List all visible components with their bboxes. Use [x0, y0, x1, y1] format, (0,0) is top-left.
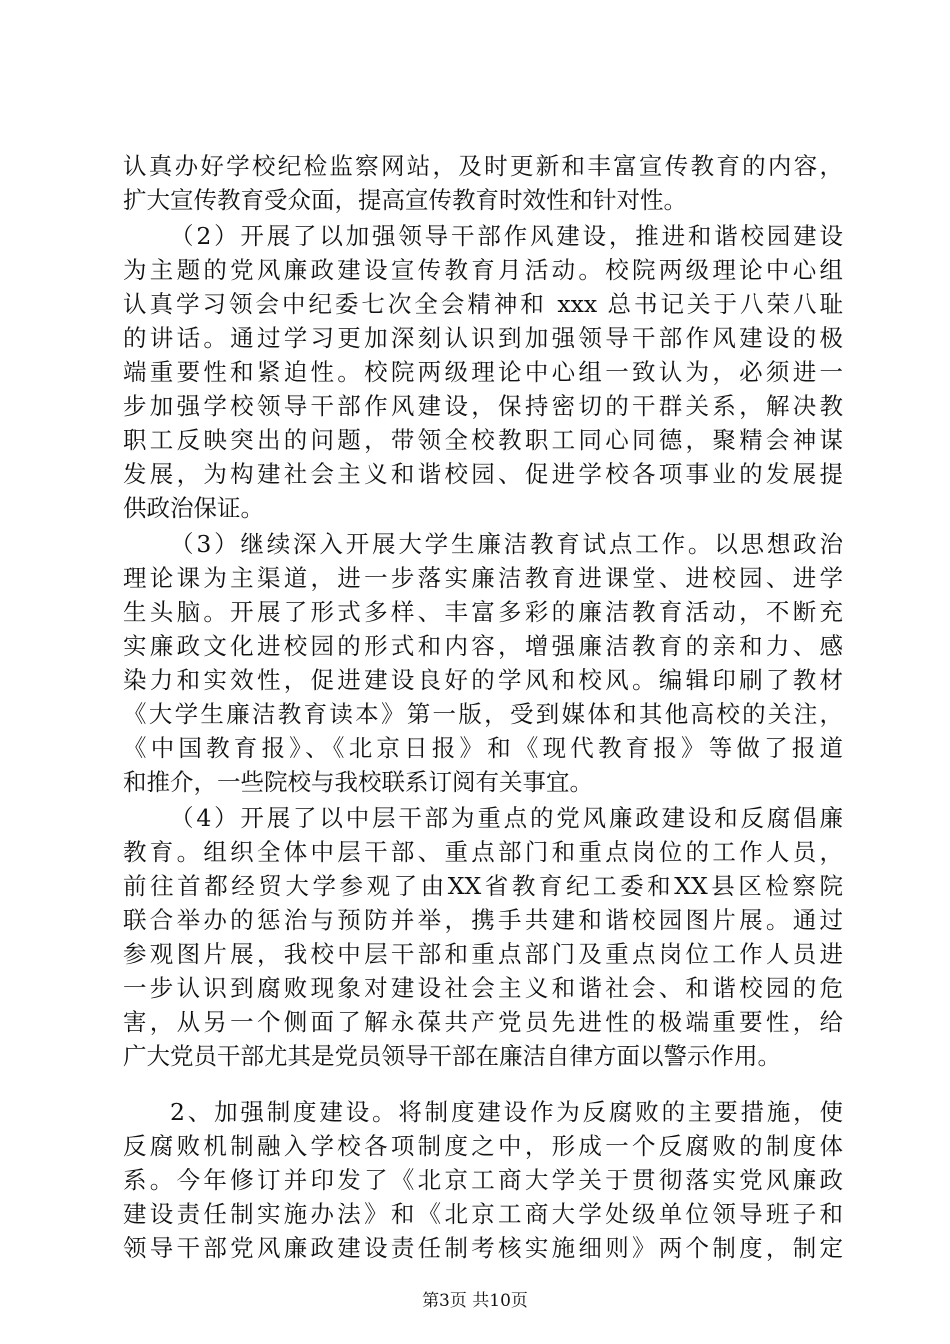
- text-line: 领导干部党风廉政建设责任制考核实施细则》两个制度，制定: [123, 1234, 843, 1262]
- text-line: 广大党员干部尤其是党员领导干部在廉洁自律方面以警示作用。: [123, 1042, 781, 1070]
- text-line: 《大学生廉洁教育读本》第一版，受到媒体和其他高校的关注，: [123, 700, 843, 728]
- text-line: 前往首都经贸大学参观了由XX省教育纪工委和XX县区检察院: [123, 872, 843, 900]
- text-line: 建设责任制实施办法》和《北京工商大学处级单位领导班子和: [123, 1200, 843, 1228]
- text-line: 步加强学校领导干部作风建设，保持密切的干群关系，解决教: [123, 392, 843, 420]
- text-line: 为主题的党风廉政建设宣传教育月活动。校院两级理论中心组: [123, 256, 843, 284]
- text-line: 2、加强制度建设。将制度建设作为反腐败的主要措施，使: [170, 1098, 843, 1126]
- text-line: 生头脑。开展了形式多样、丰富多彩的廉洁教育活动，不断充: [123, 598, 843, 626]
- text-line: 系。今年修订并印发了《北京工商大学关于贯彻落实党风廉政: [123, 1166, 843, 1194]
- text-line: 害，从另一个侧面了解永葆共产党员先进性的极端重要性，给: [123, 1008, 843, 1036]
- text-line: 职工反映突出的问题，带领全校教职工同心同德，聚精会神谋: [123, 426, 843, 454]
- text-line: 染力和实效性，促进建设良好的学风和校风。编辑印刷了教材: [123, 666, 843, 694]
- text-line: 认真办好学校纪检监察网站，及时更新和丰富宣传教育的内容，: [123, 152, 843, 180]
- text-line: （3）继续深入开展大学生廉洁教育试点工作。以思想政治: [170, 530, 843, 558]
- text-line: （2）开展了以加强领导干部作风建设，推进和谐校园建设: [170, 222, 843, 250]
- text-line: 反腐败机制融入学校各项制度之中，形成一个反腐败的制度体: [123, 1132, 843, 1160]
- page-footer: 第3页 共10页: [422, 1291, 528, 1311]
- text-line: 供政治保证。: [123, 494, 264, 522]
- text-line: 参观图片展，我校中层干部和重点部门及重点岗位工作人员进: [123, 940, 843, 968]
- text-line: 和推介，一些院校与我校联系订阅有关事宜。: [123, 768, 593, 796]
- text-line: 实廉政文化进校园的形式和内容，增强廉洁教育的亲和力、感: [123, 632, 843, 660]
- text-line: 的讲话。通过学习更加深刻认识到加强领导干部作风建设的极: [123, 324, 843, 352]
- text-line: 认真学习领会中纪委七次全会精神和 xxx 总书记关于八荣八耻: [123, 290, 843, 318]
- text-line: 教育。组织全体中层干部、重点部门和重点岗位的工作人员，: [123, 838, 843, 866]
- text-line: 《中国教育报》、《北京日报》和《现代教育报》等做了报道: [123, 734, 843, 762]
- text-line: 端重要性和紧迫性。校院两级理论中心组一致认为，必须进一: [123, 358, 843, 386]
- text-line: 一步认识到腐败现象对建设社会主义和谐社会、和谐校园的危: [123, 974, 843, 1002]
- text-line: 扩大宣传教育受众面，提高宣传教育时效性和针对性。: [123, 186, 687, 214]
- text-line: 理论课为主渠道，进一步落实廉洁教育进课堂、进校园、进学: [123, 564, 843, 592]
- text-line: （4）开展了以中层干部为重点的党风廉政建设和反腐倡廉: [170, 804, 843, 832]
- text-line: 发展，为构建社会主义和谐校园、促进学校各项事业的发展提: [123, 460, 843, 488]
- text-line: 联合举办的惩治与预防并举，携手共建和谐校园图片展。通过: [123, 906, 843, 934]
